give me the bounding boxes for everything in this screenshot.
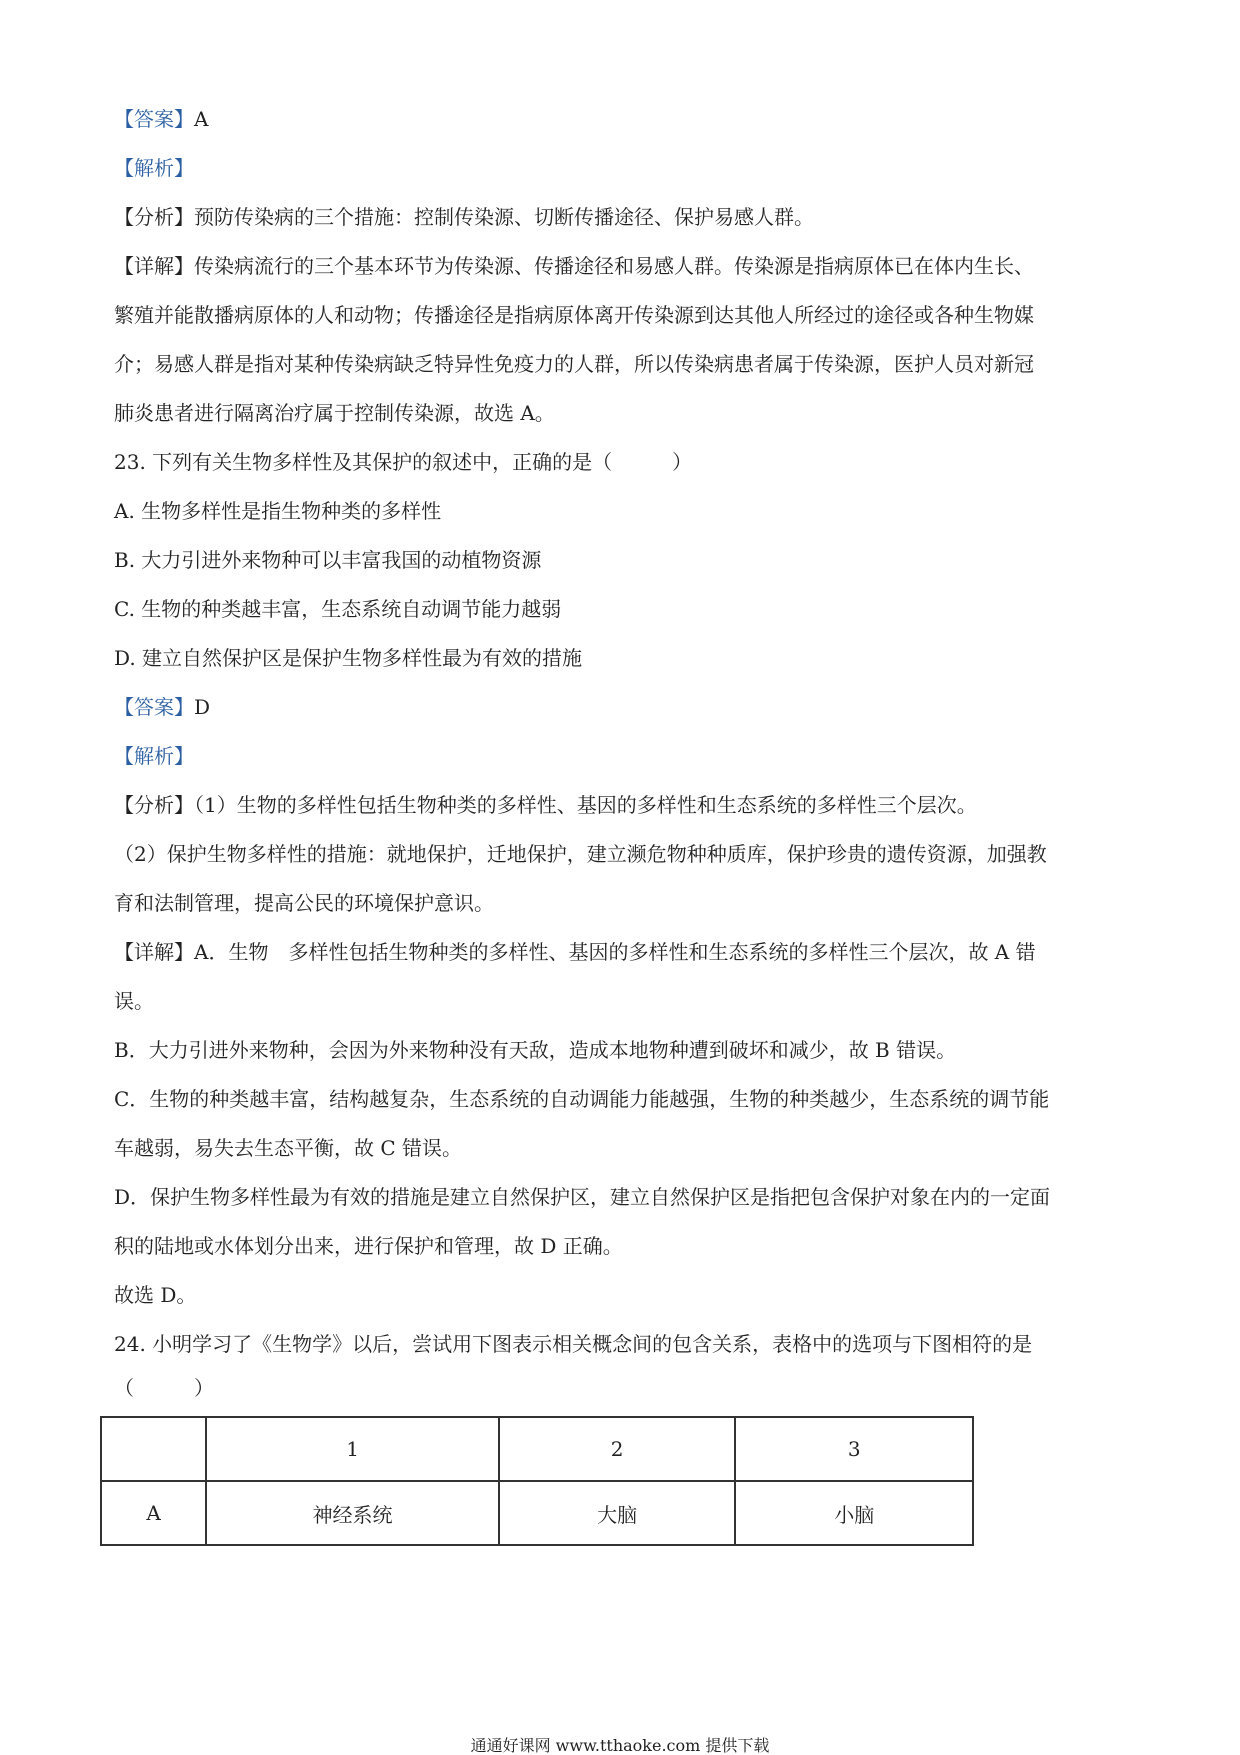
table-header-cell: [101, 1417, 206, 1481]
page-footer: 通通好课网 www.tthaoke.com 提供下载: [470, 1736, 770, 1755]
option-c: C. 生物的种类越丰富，生态系统自动调节能力越弱: [114, 597, 562, 621]
table-cell: 大脑: [499, 1481, 736, 1545]
fenxi-text: （1）生物的多样性包括生物种类的多样性、基因的多样性和生态系统的多样性三个层次。: [194, 793, 977, 817]
table-header-cell: 1: [206, 1417, 499, 1481]
detail-text: C．生物的种类越丰富，结构越复杂，生态系统的自动调能力能越强，生物的种类越少，生态系统的调节能: [114, 1087, 1050, 1111]
fenxi-text: 育和法制管理，提高公民的环境保护意识。: [114, 891, 494, 915]
detail-text: 积的陆地或水体划分出来，进行保护和管理，故 D 正确。: [114, 1234, 623, 1258]
table-header-row: [101, 1417, 973, 1481]
detail-line-q22: [114, 251, 1134, 281]
table-cell: 神经系统: [206, 1481, 499, 1545]
fenxi-line-q23: [114, 790, 1134, 820]
detail-text: A．生物 多样性包括生物种类的多样性、基因的多样性和生态系统的多样性三个层次，故 A 错: [194, 940, 1036, 964]
question-stem-q23: 23. 下列有关生物多样性及其保护的叙述中，正确的是（ ）: [114, 450, 693, 474]
answer-value: A: [194, 107, 209, 131]
analysis-tag: 【解析】: [114, 156, 194, 180]
fenxi-tag: 【分析】: [114, 205, 194, 229]
question-stem-q24: 24. 小明学习了《生物学》以后，尝试用下图表示相关概念间的包含关系，表格中的选项与下图相符的是: [114, 1332, 1033, 1356]
options-table: [100, 1416, 974, 1546]
answer-tag: 【答案】: [114, 695, 194, 719]
fenxi-line-q22: [114, 202, 1134, 232]
table-cell: 小脑: [735, 1481, 973, 1545]
detail-text: B．大力引进外来物种，会因为外来物种没有天敌，造成本地物种遭到破坏和减少，故 B 错误。: [114, 1038, 957, 1062]
detail-text: 繁殖并能散播病原体的人和动物；传播途径是指病原体离开传染源到达其他人所经过的途径或各种生物媒: [114, 303, 1034, 327]
analysis-tag: 【解析】: [114, 744, 194, 768]
answer-line-q22: [114, 104, 1134, 134]
detail-text: 误。: [114, 989, 154, 1013]
option-d: D. 建立自然保护区是保护生物多样性最为有效的措施: [114, 646, 583, 670]
detail-text: 介；易感人群是指对某种传染病缺乏特异性免疫力的人群，所以传染病患者属于传染源，医护人员对新冠: [114, 352, 1034, 376]
detail-text: D．保护生物多样性最为有效的措施是建立自然保护区，建立自然保护区是指把包含保护对象在内的一定面: [114, 1185, 1051, 1209]
detail-text: 肺炎患者进行隔离治疗属于控制传染源，故选 A。: [114, 401, 555, 425]
table-header-cell: 2: [499, 1417, 736, 1481]
table-row: [101, 1481, 973, 1545]
answer-tag: 【答案】: [114, 107, 194, 131]
fenxi-text: （2）保护生物多样性的措施：就地保护，迁地保护，建立濒危物种种质库，保护珍贵的遗传资源，加强教: [114, 842, 1047, 866]
detail-text: 传染病流行的三个基本环节为传染源、传播途径和易感人群。传染源是指病原体已在体内生长、: [194, 254, 1034, 278]
detail-line-q23: [114, 937, 1134, 967]
fenxi-tag: 【分析】: [114, 793, 194, 817]
answer-line-q23: [114, 692, 1134, 722]
detail-tag: 【详解】: [114, 254, 194, 278]
answer-value: D: [194, 695, 211, 719]
option-a: A. 生物多样性是指生物种类的多样性: [114, 499, 442, 523]
table-cell: A: [101, 1481, 206, 1545]
fenxi-text: 预防传染病的三个措施：控制传染源、切断传播途径、保护易感人群。: [194, 205, 814, 229]
question-stem-q24-blank: （ ）: [114, 1376, 214, 1400]
detail-text: 车越弱，易失去生态平衡，故 C 错误。: [114, 1136, 463, 1160]
table-header-cell: 3: [735, 1417, 973, 1481]
detail-text: 故选 D。: [114, 1283, 197, 1307]
option-b: B. 大力引进外来物种可以丰富我国的动植物资源: [114, 548, 542, 572]
detail-tag: 【详解】: [114, 940, 194, 964]
